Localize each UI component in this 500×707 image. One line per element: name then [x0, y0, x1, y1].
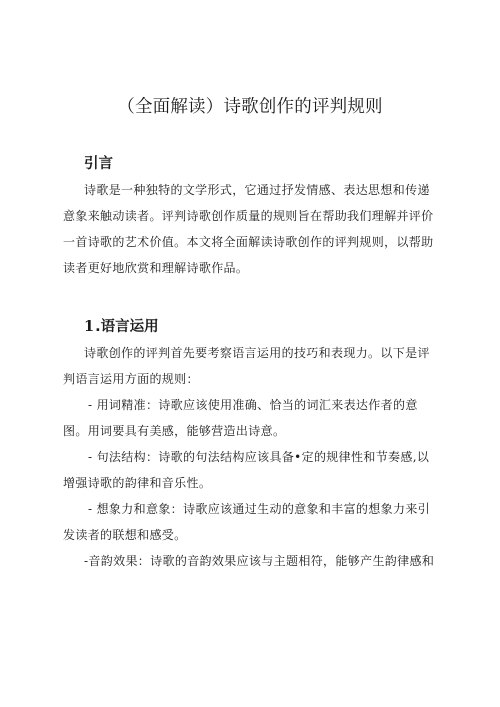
section-1-line-8: 发读者的联想和感受。 — [63, 528, 187, 542]
intro-line-1: 诗歌是一种独特的文学形式，它通过抒发情感、表达思想和传递 — [84, 183, 430, 197]
section-1-line-2: 判语言运用方面的规则： — [63, 372, 199, 386]
section-1-number: 1 — [84, 318, 95, 335]
section-1-heading-text: .语言运用 — [95, 319, 159, 335]
intro-line-4: 读者更好地欣赏和理解诗歌作品。 — [63, 261, 249, 275]
intro-heading-text: 引言 — [84, 156, 113, 172]
section-1-heading — [84, 315, 159, 336]
section-1-line-4: 图。用词要具有美感，能够营造出诗意。 — [63, 424, 286, 438]
section-1-line-6: 增强诗歌的韵律和音乐性。 — [63, 476, 212, 490]
intro-heading — [84, 152, 113, 173]
intro-line-2: 意象来触动读者。评判诗歌创作质量的规则旨在帮助我们理解并评价 — [63, 209, 434, 223]
section-1-line-9: -音韵效果：诗歌的音韵效果应该与主题相符，能够产生韵律感和 — [84, 554, 435, 568]
section-1-line-3: - 用词精准：诗歌应该使用准确、恰当的词汇来表达作者的意 — [88, 398, 418, 412]
intro-line-3: 一首诗歌的艺术价值。本文将全面解读诗歌创作的评判规则，以帮助 — [63, 235, 434, 249]
section-1-line-5: - 句法结构：诗歌的句法结构应该具备•定的规律性和节奏感,以 — [88, 450, 430, 464]
document-title: （全面解读）诗歌创作的评判规则 — [117, 97, 383, 117]
section-1-line-7: - 想象力和意象：诗歌应该通过生动的意象和丰富的想象力来引 — [88, 502, 431, 516]
section-1-line-1: 诗歌创作的评判首先要考察语言运用的技巧和表现力。以下是评 — [84, 346, 430, 360]
